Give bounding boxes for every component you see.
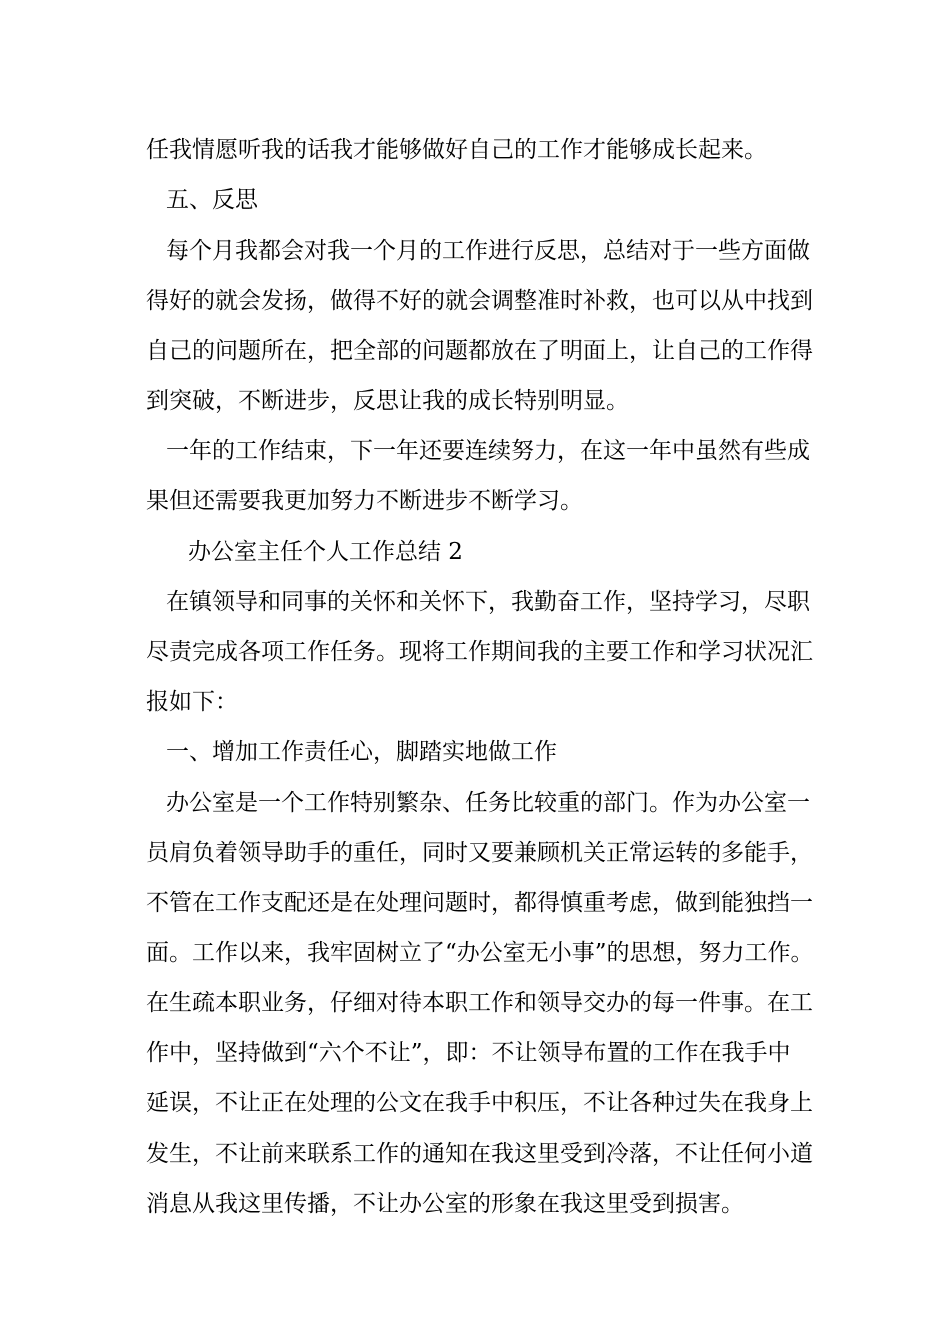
text-line-continuation: 任我情愿听我的话我才能够做好自己的工作才能够成长起来。	[146, 137, 767, 163]
paragraph-line: 在镇领导和同事的关怀和关怀下，我勤奋工作，坚持学习，尽职	[166, 589, 810, 615]
paragraph-line: 得好的就会发扬，做得不好的就会调整准时补救，也可以从中找到	[146, 288, 813, 314]
section-heading-reflection: 五、反思	[166, 187, 258, 213]
section-heading-responsibility: 一、增加工作责任心，脚踏实地做工作	[166, 739, 557, 765]
paragraph-line: 一年的工作结束，下一年还要连续努力，在这一年中虽然有些成	[166, 438, 810, 464]
paragraph-line: 作中，坚持做到“六个不让”，即：不让领导布置的工作在我手中	[146, 1040, 791, 1066]
paragraph-line: 到突破，不断进步，反思让我的成长特别明显。	[146, 388, 629, 414]
section-title: 办公室主任个人工作总结 2	[188, 539, 463, 565]
paragraph-line: 不管在工作支配还是在处理问题时，都得慎重考虑，做到能独挡一	[146, 890, 813, 916]
paragraph-line: 员肩负着领导助手的重任，同时又要兼顾机关正常运转的多能手，	[146, 840, 813, 866]
paragraph-line: 果但还需要我更加努力不断进步不断学习。	[146, 488, 583, 514]
paragraph-line: 自己的问题所在，把全部的问题都放在了明面上，让自己的工作得	[146, 338, 813, 364]
paragraph-line: 发生，不让前来联系工作的通知在我这里受到冷落，不让任何小道	[146, 1141, 813, 1167]
paragraph-line: 消息从我这里传播，不让办公室的形象在我这里受到损害。	[146, 1191, 744, 1217]
paragraph-line: 报如下：	[146, 689, 238, 715]
paragraph-line: 办公室是一个工作特别繁杂、任务比较重的部门。作为办公室一	[166, 790, 810, 816]
paragraph-line: 面。工作以来，我牢固树立了“办公室无小事”的思想，努力工作。	[146, 940, 814, 966]
paragraph-line: 延误，不让正在处理的公文在我手中积压，不让各种过失在我身上	[146, 1090, 813, 1116]
paragraph-line: 尽责完成各项工作任务。现将工作期间我的主要工作和学习状况汇	[146, 639, 813, 665]
paragraph-line: 在生疏本职业务，仔细对待本职工作和领导交办的每一件事。在工	[146, 990, 813, 1016]
paragraph-line: 每个月我都会对我一个月的工作进行反思，总结对于一些方面做	[166, 238, 810, 264]
